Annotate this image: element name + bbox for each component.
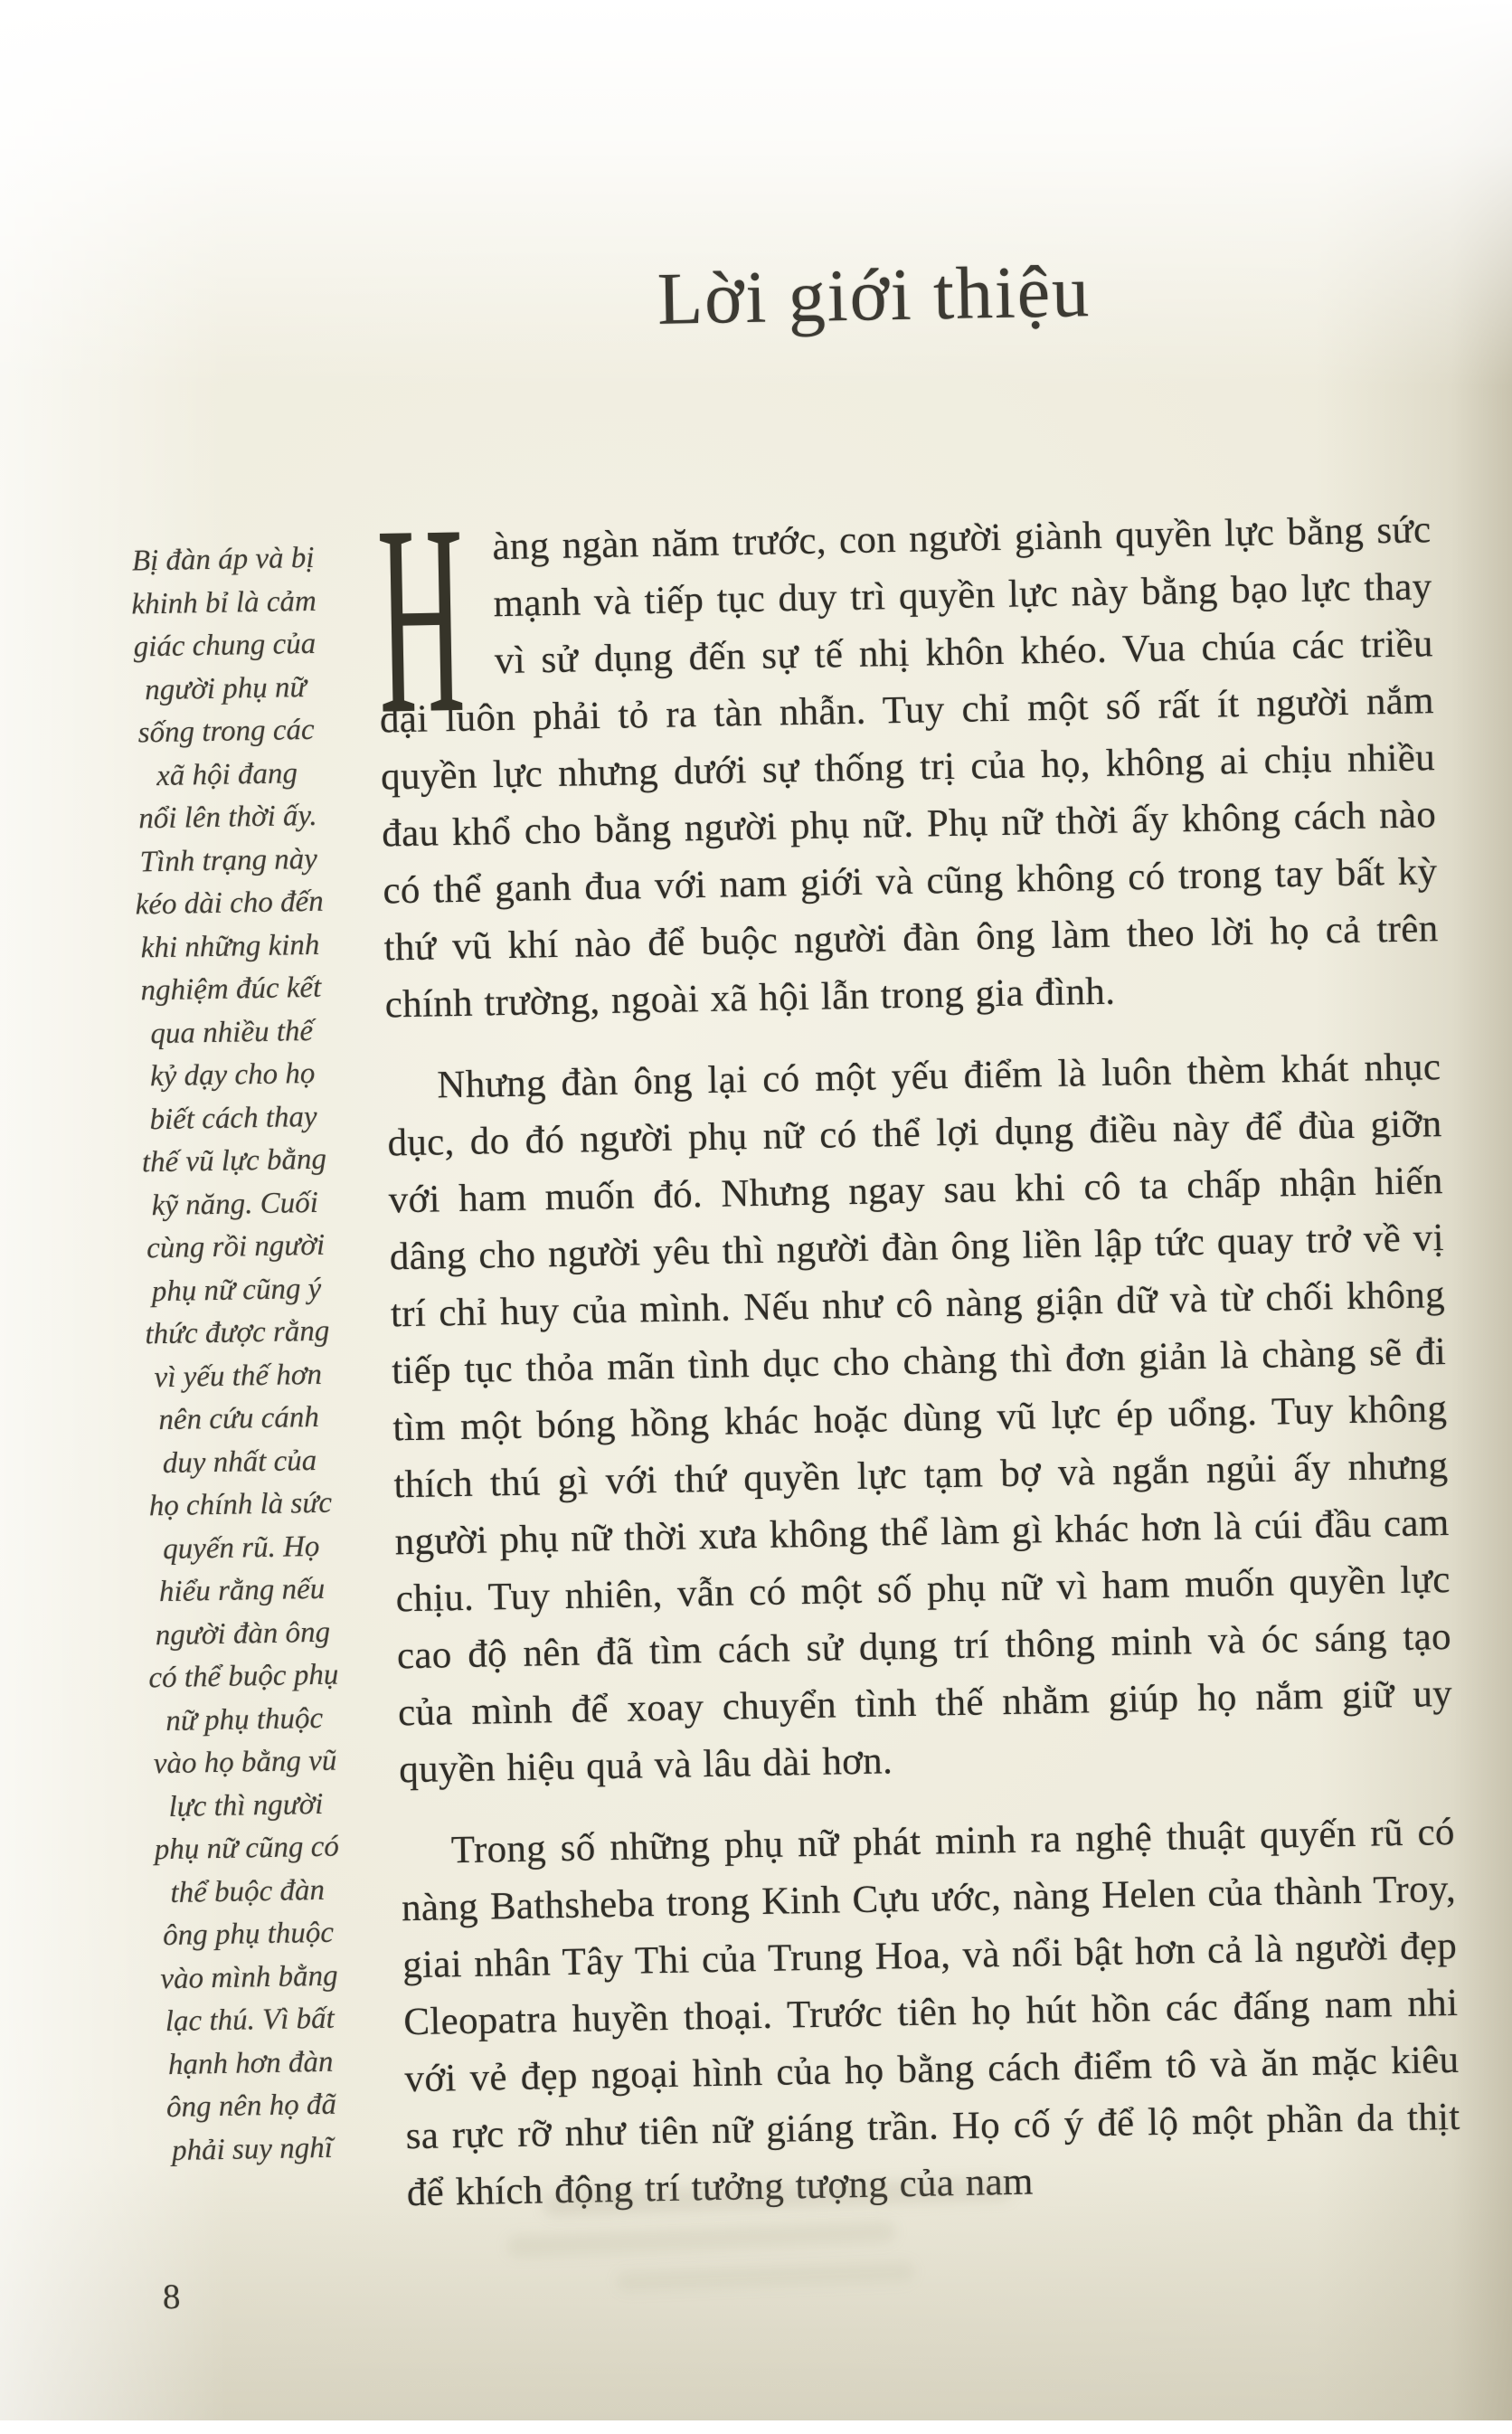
body-text-column [374, 468, 1461, 2221]
page-title: Lời giới thiệu [657, 250, 1091, 340]
bleed-through-ghost [506, 2163, 1105, 2327]
margin-note: Bị đàn áp và bị khinh bỉ là cảm giác chung của người phụ nữ sống trong các xã hội đang nổi lên thời ấy. Tình trạng này kéo dài cho đến khi những kinh nghiệm đúc kết qua nhiều thế kỷ dạy cho họ biết cách thay thế vũ lực bằng kỹ năng. Cuối cùng rồi người phụ nữ cũng ý thức được rằng vì yếu thế hơn nên cứu cánh duy nhất của họ chính là sức quyến rũ. Họ hiểu rằng nếu người đàn ông có thể buộc phụ nữ phụ thuộc vào họ bằng vũ lực thì người phụ nữ cũng có thể buộc đàn ông phụ thuộc vào mình bằng lạc thú. Vì bất hạnh hơn đàn ông nên họ đã phải suy nghĩ [131, 541, 340, 2167]
paragraph-1-text: àng ngàn năm trước, con người giành quyền lực bằng sức mạnh và tiếp tục duy trì quyền lực này bằng bạo lực thay vì sử dụng đến sự tế nhị khôn khéo. Vua chúa các triều đại luôn phải tỏ ra tàn nhẫn. Tuy chỉ một số rất ít người nắm quyền lực nhưng dưới sự thống trị của họ, không ai chịu nhiều đau khổ cho bằng người phụ nữ. Phụ nữ thời ấy không cách nào có thể ganh đua với nam giới và cũng không có trong tay bất kỳ thứ vũ khí nào để buộc người đàn ông làm theo lời họ cả trên chính trường, ngoài xã hội lẫn trong gia đình. [379, 508, 1439, 1027]
paragraph-1 [374, 468, 1440, 1033]
drop-cap: H [374, 468, 468, 771]
paragraph-3: Trong số những phụ nữ phát minh ra nghệ thuật quyến rũ có nàng Bathsheba trong Kinh Cựu ước, nàng Helen của thành Troy, giai nhân Tây Thi của Trung Hoa, và nổi bật hơn cả là người đẹp Cleopatra huyền thoại. Trước tiên họ hút hồn các đấng nam nhi với vẻ đẹp ngoại hình của họ bằng cách điểm tô và ăn mặc kiêu sa rực rỡ như tiên nữ giáng trần. Họ cố ý để lộ một phần da thịt để khích động trí tưởng tượng của nam [401, 1810, 1460, 2215]
paragraph-2: Nhưng đàn ông lại có một yếu điểm là luôn thèm khát nhục dục, do đó người phụ nữ có thể lợi dụng điều này để đùa giỡn với ham muốn đó. Nhưng ngay sau khi cô ta chấp nhận hiến dâng cho người yêu thì người đàn ông liền lập tức quay trở về vị trí chỉ huy của mình. Nếu như cô nàng giận dữ và từ chối không tiếp tục thỏa mãn tình dục cho chàng thì đơn giản là chàng sẽ đi tìm một bóng hồng khác hoặc dùng vũ lực ép uổng. Tuy không thích thú gì với thứ quyền lực tạm bợ và ngắn ngủi ấy nhưng người phụ nữ thời xưa không thể làm gì khác hơn là cúi đầu cam chịu. Tuy nhiên, vẫn có một số phụ nữ vì ham muốn quyền lực cao độ nên đã tìm cách sử dụng trí thông minh và óc sáng tạo của mình để xoay chuyển tình thế nhằm giúp họ nắm giữ uy quyền hiệu quả và lâu dài hơn. [387, 1046, 1453, 1792]
page-number: 8 [162, 2277, 181, 2317]
bleed-through-line [616, 2261, 915, 2292]
bleed-through-line [507, 2221, 897, 2258]
bleed-through-line [543, 2176, 1014, 2217]
